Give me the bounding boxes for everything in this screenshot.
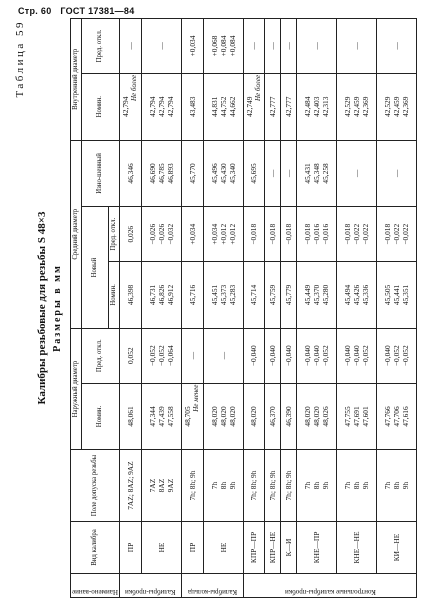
middle-nom-cell <box>296 262 336 329</box>
middle-dev-cell-value: −0,018 <box>342 223 352 245</box>
tolerance-cell <box>243 450 264 521</box>
inner-dev-cell-value: +0,084 <box>227 35 237 57</box>
inner-dev-cell <box>376 19 416 74</box>
middle-worn-cell-value: 45,431 <box>302 163 312 184</box>
inner-nom-cell-value: 43,483 <box>187 96 197 117</box>
middle-nom-cell <box>119 262 141 329</box>
middle-dev-cell <box>141 207 181 262</box>
middle-worn-cell-value: 46,690 <box>147 163 157 184</box>
middle-dev-cell-value: −0,018 <box>267 223 277 245</box>
inner-dev-cell <box>296 19 336 74</box>
outer-dev-cell <box>336 328 376 383</box>
inner-dev-cell <box>280 19 296 74</box>
outer-nom-cell-value: 46,370 <box>267 406 277 427</box>
outer-nom-cell-value: 48,061 <box>125 406 135 427</box>
gauge-type: НЕ <box>141 521 181 573</box>
outer-dev-cell <box>376 328 416 383</box>
middle-nom-cell-value: 45,779 <box>283 284 293 306</box>
header-inner-nom: Номин. <box>82 73 120 140</box>
outer-nom-cell-value: 47,439 <box>156 406 166 427</box>
tolerance-cell-value: 7h <box>382 481 392 490</box>
middle-dev-cell <box>376 207 416 262</box>
tolerance-cell <box>336 450 376 521</box>
middle-nom-cell-value: 46,826 <box>156 284 166 306</box>
middle-worn-cell <box>181 140 203 207</box>
inner-nom-cell-value: 42,403 <box>311 96 321 117</box>
middle-nom-cell-value: 45,351 <box>400 284 410 306</box>
middle-nom-cell-value: 45,449 <box>302 284 312 306</box>
inner-nom-cell <box>203 73 243 140</box>
outer-nom-cell-value: 48,705 <box>183 406 193 427</box>
page-number: Стр. 60 <box>18 6 52 16</box>
header-type: Вид калибра <box>71 521 120 573</box>
group-label: Контрольные калибры-пробки <box>243 574 416 598</box>
outer-dev-cell-value: — <box>187 352 197 360</box>
gauge-type: ПР <box>181 521 203 573</box>
inner-nom-cell <box>141 73 181 140</box>
inner-nom-cell-value: 42,777 <box>283 96 293 117</box>
middle-worn-cell <box>119 140 141 207</box>
outer-dev-cell-value: −0,040 <box>249 345 259 367</box>
middle-nom-cell-value: 46,912 <box>165 284 175 306</box>
inner-nom-cell-value: 42,369 <box>400 96 410 117</box>
outer-nom-cell-value: 47,616 <box>400 406 410 427</box>
outer-dev-cell-value: −0,052 <box>156 345 166 367</box>
inner-nom-cell-value: 42,749 <box>244 96 254 117</box>
tolerance-cell-value: 9h <box>400 481 410 490</box>
table-row <box>181 19 203 598</box>
outer-dev-cell <box>264 328 280 383</box>
middle-dev-cell-value: 0,026 <box>125 225 135 243</box>
outer-nom-cell-value: 48,020 <box>209 406 219 427</box>
outer-dev-cell-value: −0,040 <box>302 345 312 367</box>
outer-nom-cell <box>376 383 416 450</box>
middle-nom-cell-value: 45,336 <box>360 284 370 306</box>
middle-worn-cell <box>296 140 336 207</box>
outer-dev-cell-value: −0,052 <box>400 345 410 367</box>
middle-worn-cell-value: 45,496 <box>209 163 219 184</box>
inner-dev-cell <box>181 19 203 74</box>
outer-nom-cell-value: 47,558 <box>165 406 175 427</box>
tolerance-cell-value: 8h <box>218 481 228 490</box>
middle-nom-cell-value: 45,283 <box>227 284 237 306</box>
middle-nom-cell-value: 46,731 <box>147 284 157 306</box>
middle-nom-cell-value: 45,370 <box>311 284 321 306</box>
inner-nom-cell <box>280 73 296 140</box>
outer-nom-cell-value: 46,390 <box>283 406 293 427</box>
middle-worn-cell-value: 45,348 <box>311 163 321 184</box>
outer-nom-cell-value: 48,020 <box>227 406 237 427</box>
gauge-type: ПР <box>119 521 141 573</box>
tolerance-cell-value: 7AZ; 8AZ; 9AZ <box>125 461 135 510</box>
tolerance-cell-value: 9h <box>360 481 370 490</box>
tolerance-cell-value: 7AZ <box>147 478 157 493</box>
outer-nom-cell-value: 47,766 <box>382 406 392 427</box>
middle-nom-cell-value: 45,280 <box>320 284 330 306</box>
inner-dev-cell <box>264 19 280 74</box>
middle-dev-cell-value: −0,022 <box>400 223 410 245</box>
middle-nom-cell-value: 45,716 <box>187 284 197 306</box>
tolerance-cell-value: 7h <box>302 481 312 490</box>
outer-dev-cell-value: −0,040 <box>267 345 277 367</box>
outer-dev-cell <box>203 328 243 383</box>
inner-nom-cell-value: 42,459 <box>351 96 361 117</box>
middle-worn-cell-value: 45,258 <box>320 163 330 184</box>
inner-dev-cell-value: +0,068 <box>209 35 219 57</box>
middle-dev-cell <box>243 207 264 262</box>
inner-nom-cell-value: 42,777 <box>267 96 277 117</box>
middle-nom-cell <box>203 262 243 329</box>
inner-dev-cell <box>203 19 243 74</box>
inner-nom-cell-value: 42,794 <box>147 96 157 117</box>
outer-nom-cell-value: 47,755 <box>342 406 352 427</box>
tolerance-cell-value: 8AZ <box>156 478 166 493</box>
table-row <box>243 19 264 598</box>
outer-nom-cell <box>280 383 296 450</box>
header-inner-dev: Пред. откл. <box>82 19 120 74</box>
outer-nom-cell-value: 48,026 <box>320 406 330 427</box>
middle-nom-cell-value: 45,714 <box>249 284 259 306</box>
middle-dev-cell-value: −0,026 <box>156 223 166 245</box>
outer-nom-cell-value: 47,601 <box>360 406 370 427</box>
gauge-type: КИ—НЕ <box>376 521 416 573</box>
gauge-type: КНЕ—ПР <box>296 521 336 573</box>
middle-dev-cell <box>264 207 280 262</box>
limit-note: Не менее <box>192 384 201 412</box>
inner-nom-cell-value: 42,484 <box>302 96 312 117</box>
middle-dev-cell <box>296 207 336 262</box>
outer-nom-cell-value: 47,706 <box>391 406 401 427</box>
gauge-table <box>70 18 417 598</box>
middle-dev-cell-value: −0,022 <box>351 223 361 245</box>
inner-nom-cell <box>296 73 336 140</box>
outer-dev-cell-value: −0,040 <box>382 345 392 367</box>
outer-nom-cell-value: 48,020 <box>311 406 321 427</box>
outer-nom-cell <box>296 383 336 450</box>
table-units: Размеры в мм <box>52 264 63 352</box>
header-tolerance: Поле допуска резьбы <box>71 450 120 521</box>
tolerance-cell-value: 9h <box>227 481 237 490</box>
middle-worn-cell-value: — <box>283 169 293 178</box>
middle-nom-cell-value: 45,373 <box>218 284 228 306</box>
middle-worn-cell <box>141 140 181 207</box>
limit-note: Не более <box>130 74 139 101</box>
middle-nom-cell <box>264 262 280 329</box>
outer-dev-cell-value: −0,052 <box>320 345 330 367</box>
inner-dev-cell-value: — <box>391 42 401 50</box>
gauge-type: К—И <box>280 521 296 573</box>
middle-nom-cell <box>376 262 416 329</box>
inner-nom-cell-value: 42,529 <box>382 96 392 117</box>
middle-dev-cell-value: −0,022 <box>391 223 401 245</box>
middle-dev-cell-value: −0,018 <box>249 223 259 245</box>
middle-dev-cell <box>203 207 243 262</box>
header-outer-dev: Пред. откл. <box>82 328 120 383</box>
inner-nom-cell <box>376 73 416 140</box>
tolerance-cell-value: 7h; 8h; 9h <box>267 470 277 501</box>
outer-nom-cell <box>264 383 280 450</box>
tolerance-cell-value: 7h; 8h; 9h <box>283 470 293 501</box>
outer-dev-cell <box>181 328 203 383</box>
middle-dev-cell-value: −0,018 <box>382 223 392 245</box>
middle-dev-cell-value: +0,034 <box>187 223 197 245</box>
tolerance-cell-value: 8h <box>311 481 321 490</box>
inner-dev-cell <box>141 19 181 74</box>
group-label: Калибры-пробки <box>119 574 181 598</box>
middle-nom-cell-value: 46,398 <box>125 284 135 306</box>
inner-dev-cell <box>243 19 264 74</box>
gauge-type: КПР—НЕ <box>264 521 280 573</box>
middle-nom-cell-value: 45,426 <box>351 284 361 306</box>
outer-dev-cell-value: −0,052 <box>147 345 157 367</box>
outer-nom-cell <box>243 383 264 450</box>
inner-nom-cell <box>119 73 141 140</box>
middle-worn-cell <box>243 140 264 207</box>
inner-nom-cell <box>181 73 203 140</box>
middle-dev-cell-value: −0,016 <box>320 223 330 245</box>
middle-dev-cell-value: −0,022 <box>360 223 370 245</box>
outer-dev-cell-value: −0,040 <box>342 345 352 367</box>
middle-dev-cell-value: −0,032 <box>165 223 175 245</box>
middle-nom-cell <box>243 262 264 329</box>
inner-dev-cell-value: — <box>351 42 361 50</box>
middle-nom-cell <box>141 262 181 329</box>
outer-nom-cell-value: 47,691 <box>351 406 361 427</box>
inner-dev-cell-value: — <box>156 42 166 50</box>
outer-dev-cell-value: −0,064 <box>165 345 175 367</box>
tolerance-cell <box>264 450 280 521</box>
table-number: Таблица 59 <box>14 20 26 98</box>
gauge-type: НЕ <box>203 521 243 573</box>
header-name: Наимено-вание <box>71 574 120 598</box>
middle-worn-cell-value: 45,430 <box>218 163 228 184</box>
tolerance-cell <box>141 450 181 521</box>
header-outer: Наружный диаметр <box>71 328 82 450</box>
middle-nom-cell <box>336 262 376 329</box>
outer-dev-cell <box>280 328 296 383</box>
outer-dev-cell <box>141 328 181 383</box>
header-outer-nom: Номин. <box>82 383 120 450</box>
header-middle-nom: Номин. <box>108 262 119 329</box>
outer-dev-cell-value: 0,052 <box>125 347 135 365</box>
middle-dev-cell-value: −0,018 <box>302 223 312 245</box>
header-middle: Средний диаметр <box>71 140 82 328</box>
inner-dev-cell <box>119 19 141 74</box>
table-row <box>264 19 280 598</box>
tolerance-cell-value: 9h <box>320 481 330 490</box>
inner-dev-cell-value: +0,034 <box>187 35 197 57</box>
table-row <box>141 19 181 598</box>
middle-worn-cell-value: — <box>391 169 401 178</box>
middle-dev-cell-value: +0,012 <box>227 223 237 245</box>
middle-worn-cell-value: — <box>351 169 361 178</box>
tolerance-cell-value: 7h; 8h; 9h <box>249 470 259 501</box>
inner-nom-cell-value: 42,459 <box>391 96 401 117</box>
header-middle-worn: Изно-шенный <box>82 140 120 207</box>
middle-worn-cell <box>336 140 376 207</box>
middle-worn-cell-value: 46,893 <box>165 163 175 184</box>
outer-nom-cell-value: 48,020 <box>302 406 312 427</box>
inner-nom-cell-value: 42,529 <box>342 96 352 117</box>
middle-worn-cell <box>376 140 416 207</box>
group-label: Калибры-кольца <box>181 574 243 598</box>
inner-dev-cell-value: — <box>283 42 293 50</box>
table-caption: Калибры резьбовые для резьбы S 48×3 <box>36 211 48 405</box>
table-row <box>336 19 376 598</box>
outer-dev-cell <box>243 328 264 383</box>
tolerance-cell <box>376 450 416 521</box>
tolerance-cell-value: 7h <box>209 481 219 490</box>
middle-dev-cell-value: −0,016 <box>311 223 321 245</box>
middle-dev-cell <box>181 207 203 262</box>
outer-dev-cell-value: −0,040 <box>311 345 321 367</box>
middle-dev-cell-value: +0,034 <box>209 223 219 245</box>
middle-nom-cell-value: 45,494 <box>342 284 352 306</box>
header-middle-new: Новый <box>82 207 109 329</box>
table-row <box>376 19 416 598</box>
middle-dev-cell-value: −0,018 <box>283 223 293 245</box>
table-row <box>203 19 243 598</box>
inner-dev-cell-value: — <box>267 42 277 50</box>
outer-nom-cell-value: 48,020 <box>249 406 259 427</box>
table-row <box>296 19 336 598</box>
tolerance-cell <box>181 450 203 521</box>
outer-nom-cell-value: 47,344 <box>147 406 157 427</box>
inner-dev-cell-value: — <box>311 42 321 50</box>
inner-nom-cell <box>243 73 264 140</box>
inner-dev-cell-value: — <box>249 42 259 50</box>
outer-dev-cell-value: — <box>218 352 228 360</box>
middle-dev-cell <box>336 207 376 262</box>
outer-nom-cell <box>141 383 181 450</box>
inner-dev-cell-value: — <box>125 42 135 50</box>
outer-nom-cell <box>336 383 376 450</box>
inner-nom-cell-value: 42,794 <box>121 96 131 117</box>
middle-worn-cell-value: 45,340 <box>227 163 237 184</box>
tolerance-cell <box>119 450 141 521</box>
rotated-table-page <box>14 18 410 598</box>
inner-nom-cell-value: 44,752 <box>218 96 228 117</box>
middle-worn-cell <box>280 140 296 207</box>
middle-nom-cell-value: 45,441 <box>391 284 401 306</box>
outer-dev-cell-value: −0,040 <box>351 345 361 367</box>
middle-dev-cell <box>119 207 141 262</box>
inner-nom-cell-value: 42,794 <box>156 96 166 117</box>
inner-nom-cell-value: 42,369 <box>360 96 370 117</box>
tolerance-cell-value: 8h <box>391 481 401 490</box>
middle-dev-cell <box>280 207 296 262</box>
table-row <box>119 19 141 598</box>
inner-dev-cell <box>336 19 376 74</box>
middle-worn-cell-value: 45,695 <box>249 163 259 184</box>
inner-nom-cell-value: 42,794 <box>165 96 175 117</box>
gauge-type: КПР—ПР <box>243 521 264 573</box>
inner-nom-cell-value: 44,662 <box>227 96 237 117</box>
tolerance-cell-value: 9AZ <box>165 478 175 493</box>
middle-nom-cell-value: 45,505 <box>382 284 392 306</box>
middle-worn-cell <box>264 140 280 207</box>
outer-dev-cell-value: −0,052 <box>360 345 370 367</box>
header-inner: Внутренний диаметр <box>71 19 82 141</box>
tolerance-cell <box>296 450 336 521</box>
middle-dev-cell-value: −0,026 <box>147 223 157 245</box>
inner-nom-cell-value: 44,831 <box>209 96 219 117</box>
outer-nom-cell <box>119 383 141 450</box>
standard-number: ГОСТ 17381—84 <box>60 6 135 16</box>
outer-nom-cell <box>203 383 243 450</box>
table-row <box>280 19 296 598</box>
middle-dev-cell-value: +0,012 <box>218 223 228 245</box>
tolerance-cell-value: 7h <box>342 481 352 490</box>
middle-worn-cell <box>203 140 243 207</box>
tolerance-cell <box>280 450 296 521</box>
middle-worn-cell-value: 46,785 <box>156 163 166 184</box>
inner-nom-cell <box>264 73 280 140</box>
middle-worn-cell-value: 46,346 <box>125 163 135 184</box>
middle-worn-cell-value: — <box>267 169 277 178</box>
outer-dev-cell-value: −0,052 <box>391 345 401 367</box>
middle-worn-cell-value: 45,770 <box>187 163 197 184</box>
middle-nom-cell <box>181 262 203 329</box>
outer-dev-cell <box>296 328 336 383</box>
tolerance-cell-value: 7h; 8h; 9h <box>187 470 197 501</box>
gauge-type: КНЕ—НЕ <box>336 521 376 573</box>
outer-nom-cell-value: 48,020 <box>218 406 228 427</box>
page-header <box>18 6 141 16</box>
table-body <box>119 19 416 598</box>
limit-note: Не более <box>253 74 262 101</box>
middle-nom-cell <box>280 262 296 329</box>
tolerance-cell <box>203 450 243 521</box>
outer-nom-cell <box>181 383 203 450</box>
inner-dev-cell-value: +0,084 <box>218 35 228 57</box>
header-middle-dev: Пред. откл. <box>108 207 119 262</box>
inner-nom-cell-value: 42,313 <box>320 96 330 117</box>
middle-nom-cell-value: 45,451 <box>209 284 219 306</box>
outer-dev-cell <box>119 328 141 383</box>
tolerance-cell-value: 8h <box>351 481 361 490</box>
middle-nom-cell-value: 45,759 <box>267 284 277 306</box>
inner-nom-cell <box>336 73 376 140</box>
outer-dev-cell-value: −0,040 <box>283 345 293 367</box>
